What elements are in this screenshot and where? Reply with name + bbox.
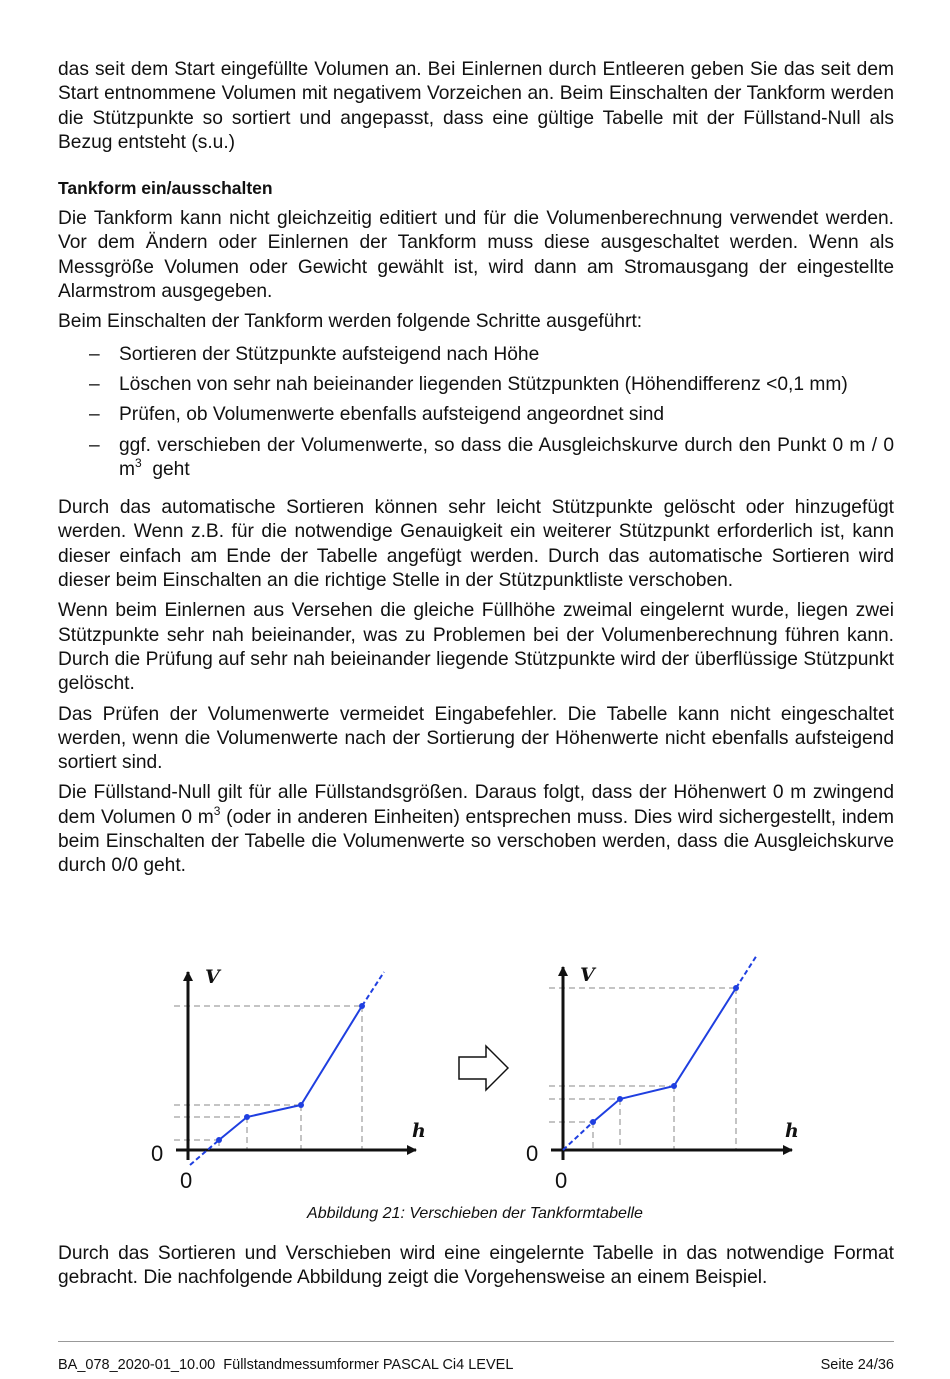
y-axis-label: V [205, 966, 220, 988]
list-item [58, 434, 894, 483]
section-heading: Tankform ein/ausschalten [58, 178, 273, 199]
tank-shape-figure [0, 950, 950, 1195]
superscript: 3 [213, 803, 221, 818]
list-item-text-end: geht [141, 458, 190, 480]
data-point [298, 1102, 304, 1108]
y-axis-label: V [580, 964, 595, 986]
footer-divider [58, 1341, 894, 1342]
sort-paragraph: Durch das automatische Sortieren können sehr leicht Stützpunkte gelöscht oder hinzugefügt werden. Wenn z.B. für die notwendige Genauigkeit ein weiterer Stützpunkt erforderlich ist, kann dieser einfach am Ende der Tabelle angefügt werden. Durch das automatische Sortieren wird dieser beim Einschalten an die richtige Stelle in der Stützpunktliste verschoben. [58, 497, 894, 592]
x-zero-label: 0 [555, 1168, 568, 1193]
edit-paragraph: Die Tankform kann nicht gleichzeitig editiert und für die Volumenberechnung verwendet werden. Vor dem Ändern oder Einlernen der Tankform muss diese ausgeschaltet werden. Wenn als Messgröße Volumen oder Gewicht gewählt ist, wird dann am Stromausgang der eingestellte Alarmstrom ausgegeben. [58, 208, 894, 303]
curve-extension [190, 1140, 219, 1165]
zero-text-a: Die Füllstand-Null gilt für alle Füllstandsgrößen. Daraus folgt, dass der Höhenwert 0 m zwingend dem Volumen 0 m [58, 782, 894, 828]
closing-paragraph: Durch das Sortieren und Verschieben wird eine eingelernte Tabelle in das notwendige Format gebracht. Die nachfolgende Abbildung zeigt die Vorgehensweise an einem Beispiel. [58, 1243, 894, 1289]
dash-bullet: – [89, 404, 100, 426]
grid-lines [174, 1006, 362, 1150]
data-point [617, 1096, 623, 1102]
data-point [733, 985, 739, 991]
list-item [58, 373, 894, 397]
twice-paragraph: Wenn beim Einlernen aus Versehen die gleiche Füllhöhe zweimal eingelernt wurde, liegen zwei Stützpunkte sehr nah beieinander, was zu Problemen bei der Volumenberechnung führen kann. Durch die Prüfung auf sehr nah beieinander liegende Stützpunkte wird der überflüssige Stützpunkt gelöscht. [58, 600, 894, 695]
list-item-text: ggf. verschieben der Volumenwerte, so dass die Ausgleichskurve durch den Punkt 0 m / 0 m [119, 434, 894, 480]
steps-intro-paragraph: Beim Einschalten der Tankform werden folgende Schritte ausgeführt: [58, 311, 643, 333]
zero-paragraph [58, 781, 894, 878]
figure-caption: Abbildung 21: Verschieben der Tankformtabelle [307, 1205, 643, 1222]
intro-paragraph: das seit dem Start eingefüllte Volumen an. Bei Einlernen durch Entleeren geben Sie das seit dem Start entnommene Volumen mit negativem Vorzeichen an. Beim Einschalten der Tankform werden die Stützpunkte so sortiert und angepasst, dass eine gültige Tabelle mit der Füllstand-Null als Bezug entsteht (s.u.) [58, 59, 894, 153]
curve-extension [563, 1122, 593, 1150]
transition-arrow-icon [459, 1046, 508, 1090]
list-item [58, 343, 894, 367]
page-body [58, 58, 894, 879]
diagram-after [526, 955, 799, 1193]
data-point [244, 1114, 250, 1120]
steps-list [58, 343, 894, 482]
calibration-curve [219, 1006, 362, 1140]
data-point [216, 1137, 222, 1143]
list-item-text: Sortieren der Stützpunkte aufsteigend nach Höhe [119, 343, 540, 365]
calibration-curve [593, 988, 736, 1122]
x-zero-label: 0 [180, 1168, 193, 1193]
curve-extension [736, 955, 757, 988]
data-point [590, 1119, 596, 1125]
x-axis-label: h [785, 1120, 799, 1142]
footer-page-number: Seite 24/36 [820, 1357, 894, 1373]
curve-extension [362, 972, 384, 1006]
grid-lines [549, 988, 736, 1150]
list-item [58, 403, 894, 427]
dash-bullet: – [89, 434, 100, 456]
closing-block [58, 1242, 894, 1291]
dash-bullet: – [89, 343, 100, 365]
check-paragraph: Das Prüfen der Volumenwerte vermeidet Eingabefehler. Die Tabelle kann nicht eingeschaltet werden, wenn die Volumenwerte nach der Sortierung der Höhenwerte nicht ebenfalls aufsteigend sortiert sind. [58, 703, 894, 774]
data-point [359, 1003, 365, 1009]
zero-text-b: (oder in anderen Einheiten) entsprechen muss. Dies wird sichergestellt, indem beim Einschalten der Tabelle die Volumenwerte so verschoben werden, dass die Ausgleichskurve durch 0/0 geht. [58, 806, 894, 877]
y-zero-label: 0 [151, 1141, 164, 1166]
data-point [671, 1083, 677, 1089]
diagram-before [151, 966, 426, 1193]
list-item-text: Löschen von sehr nah beieinander liegenden Stützpunkten (Höhendifferenz <0,1 mm) [119, 373, 848, 395]
superscript: 3 [134, 455, 142, 470]
y-zero-label: 0 [526, 1141, 539, 1166]
dash-bullet: – [89, 373, 100, 395]
list-item-text: Prüfen, ob Volumenwerte ebenfalls aufsteigend angeordnet sind [119, 404, 665, 426]
x-axis-label: h [412, 1120, 426, 1142]
footer-document-id: BA_078_2020-01_10.00 Füllstandmessumformer PASCAL Ci4 LEVEL [58, 1357, 514, 1373]
